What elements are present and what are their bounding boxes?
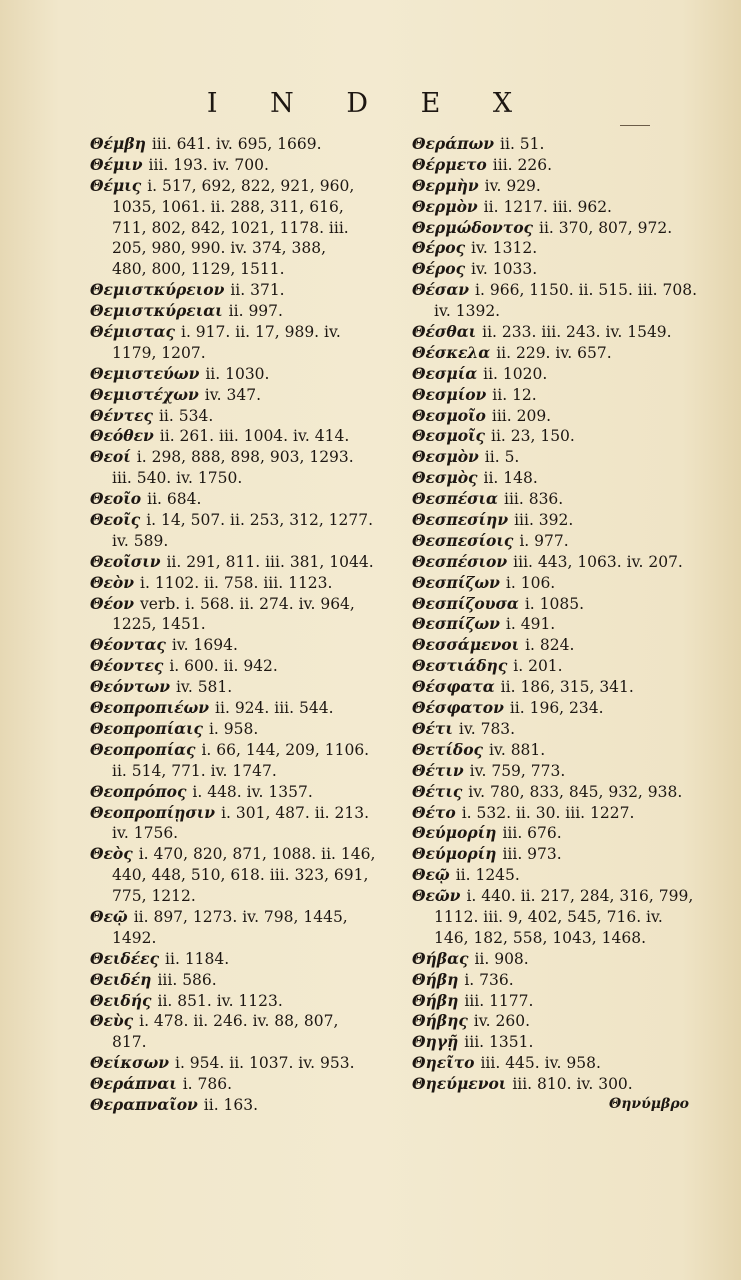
index-references: iii. 209. (491, 406, 552, 425)
index-references: i. 954. ii. 1037. iv. 953. (174, 1054, 355, 1073)
index-entry (90, 949, 395, 970)
index-references: verb. i. 568. ii. 274. iv. 964, (140, 594, 355, 613)
index-headword: Θεσμίον (412, 384, 487, 404)
index-entry (90, 844, 395, 865)
index-headword: Θέμιν (90, 154, 143, 174)
index-references: iii. 586. (157, 970, 217, 989)
index-headword: Θεοπροπίαις (90, 718, 203, 738)
index-headword: Θέμις (90, 175, 142, 195)
index-references: i. 917. ii. 17, 989. iv. (181, 323, 341, 342)
index-headword: Θεσπέσιον (412, 551, 508, 571)
index-headword: Θεμιστέχων (90, 384, 199, 404)
index-references: i. 958. (208, 719, 259, 738)
index-entry (412, 280, 712, 301)
index-references: ii. 897, 1273. iv. 798, 1445, (133, 907, 348, 926)
index-entry-continuation: ii. 514, 771. iv. 1747. (112, 761, 277, 780)
index-headword: Θήβη (412, 990, 459, 1010)
index-references: ii. 23, 150. (490, 427, 575, 446)
index-headword: Θερμὴν (412, 175, 479, 195)
index-headword: Θεσπίζων (412, 572, 500, 592)
index-references: iv. 759, 773. (469, 761, 566, 780)
index-headword: Θέτιν (412, 760, 464, 780)
index-references: ii. 148. (483, 469, 538, 488)
index-headword: Θεόθεν (90, 426, 154, 446)
index-references: ii. 261. iii. 1004. iv. 414. (159, 427, 350, 446)
index-entry (412, 259, 712, 280)
index-entry (412, 865, 712, 886)
index-headword: Θέτο (412, 802, 456, 822)
index-entry (90, 573, 395, 594)
index-headword: Θεσμὸς (412, 468, 478, 488)
index-entry (412, 238, 712, 259)
index-entry (90, 970, 395, 991)
index-references: i. 1085. (524, 594, 585, 613)
index-references: iv. 347. (204, 385, 262, 404)
index-references: iv. 783. (458, 719, 516, 738)
index-entry (90, 134, 395, 155)
index-entry-continuation: 1035, 1061. ii. 288, 311, 616, (112, 197, 344, 216)
index-headword: Θεράπων (412, 134, 495, 153)
index-headword: Θέτι (412, 718, 453, 738)
index-entry-continuation: iv. 1392. (434, 302, 501, 321)
index-entry (90, 991, 395, 1012)
index-entry (412, 635, 712, 656)
index-references: iv. 1312. (471, 239, 538, 258)
index-headword: Θεοῖο (90, 489, 142, 509)
index-entry (412, 426, 712, 447)
index-headword: Θεσμοῖο (412, 405, 486, 425)
index-headword: Θέμιστας (90, 322, 175, 342)
index-references: iii. 392. (514, 511, 574, 530)
index-entry (412, 1011, 712, 1032)
index-headword: Θεοπροπίας (90, 739, 196, 759)
index-references: ii. 924. iii. 544. (215, 699, 334, 718)
index-references: i. 600. ii. 942. (169, 657, 278, 676)
index-headword: Θέσφατα (412, 677, 495, 697)
index-entry (90, 719, 395, 740)
index-references: ii. 12. (492, 385, 537, 404)
index-entry-continuation: 480, 800, 1129, 1511. (112, 260, 285, 279)
index-entry (90, 322, 395, 343)
index-headword: Θερμὸν (412, 196, 478, 216)
index-headword: Θείκσων (90, 1053, 169, 1073)
index-entry (412, 155, 712, 176)
index-references: iii. 445. iv. 958. (480, 1054, 601, 1073)
index-references: i. 491. (505, 615, 556, 634)
index-entry-continuation: 440, 448, 510, 618. iii. 323, 691, (112, 866, 369, 885)
index-entry (90, 635, 395, 656)
index-headword: Θήβη (412, 969, 459, 989)
index-references: ii. 1245. (455, 866, 520, 885)
index-references: iv. 929. (484, 176, 541, 195)
index-entry (90, 280, 395, 301)
index-references: i. 448. iv. 1357. (192, 782, 313, 801)
index-entry (90, 907, 395, 928)
index-headword: Θεύμορίη (412, 823, 497, 843)
index-entry (90, 155, 395, 176)
index-headword: Θέτις (412, 781, 463, 801)
index-headword: Θέντες (90, 405, 153, 425)
index-headword: Θεοπροπιέων (90, 698, 210, 718)
index-entry (412, 447, 712, 468)
index-entry (412, 510, 712, 531)
index-entry (90, 385, 395, 406)
index-references: ii. 186, 315, 341. (500, 678, 634, 697)
index-references: iv. 1694. (171, 636, 238, 655)
index-entry (412, 1074, 712, 1095)
index-references: i. 201. (513, 657, 563, 676)
index-entry (412, 552, 712, 573)
index-headword: Θέρμετο (412, 154, 487, 174)
index-headword: Θέοντας (90, 635, 166, 655)
index-entry (90, 677, 395, 698)
index-headword: Θηεύμενοι (412, 1074, 507, 1094)
index-entry (90, 698, 395, 719)
index-entry (412, 489, 712, 510)
index-entry-continuation: iv. 1756. (112, 824, 179, 843)
index-headword: Θεσπέσια (412, 489, 498, 509)
index-headword: Θεσπίζουσα (412, 593, 519, 613)
index-headword: Θεῷ (90, 906, 128, 926)
index-references: ii. 534. (158, 406, 214, 425)
index-references: ii. 163. (203, 1095, 259, 1114)
index-entry (90, 364, 395, 385)
index-column-left (90, 134, 395, 1116)
index-entry (90, 406, 395, 427)
index-column-right (412, 134, 712, 1095)
index-references: ii. 1184. (165, 949, 230, 968)
index-entry (90, 489, 395, 510)
index-references: iii. 1177. (464, 991, 534, 1010)
index-headword: Θεσπίζων (412, 614, 500, 634)
index-references: ii. 851. iv. 1123. (157, 991, 283, 1010)
index-entry (412, 364, 712, 385)
index-references: ii. 1020. (483, 364, 548, 383)
index-entry (90, 176, 395, 197)
index-headword: Θεύμορίη (412, 844, 497, 864)
index-references: i. 106. (505, 573, 556, 592)
index-references: i. 14, 507. ii. 253, 312, 1277. (146, 511, 374, 530)
index-headword: Θέσφατον (412, 698, 504, 718)
index-entry (412, 740, 712, 761)
index-references: ii. 5. (484, 448, 520, 467)
index-entry-continuation: 775, 1212. (112, 887, 196, 906)
index-references: i. 301, 487. ii. 213. (221, 803, 370, 822)
index-references: i. 966, 1150. ii. 515. iii. 708. (475, 281, 698, 300)
index-entry (412, 698, 712, 719)
index-entry-continuation: 711, 802, 842, 1021, 1178. iii. (112, 218, 349, 237)
index-entry (412, 218, 712, 239)
index-entry (412, 406, 712, 427)
index-references: ii. 229. iv. 657. (496, 343, 612, 362)
index-entry (412, 761, 712, 782)
index-headword: Θεσμὸν (412, 447, 479, 467)
index-entry (412, 594, 712, 615)
index-headword: Θεσπεσίην (412, 510, 509, 530)
index-headword: Θεὺς (90, 1011, 134, 1031)
index-references: iii. 973. (502, 845, 562, 864)
index-headword: Θεμιστκύρειαι (90, 301, 223, 321)
index-entry-continuation: 1492. (112, 928, 157, 947)
index-headword: Θερμώδοντος (412, 217, 533, 237)
index-headword: Θήβας (412, 948, 469, 968)
index-references: i. 736. (464, 970, 514, 989)
index-entry (412, 823, 712, 844)
index-headword: Θεστιάδης (412, 656, 508, 676)
index-entry (412, 531, 712, 552)
index-headword: Θεὸς (90, 844, 133, 864)
index-references: i. 532. ii. 30. iii. 1227. (461, 803, 635, 822)
index-references: i. 478. ii. 246. iv. 88, 807, (139, 1012, 339, 1031)
index-headword: Θέρος (412, 259, 466, 279)
index-references: ii. 196, 234. (509, 699, 604, 718)
index-entry (412, 803, 712, 824)
index-entry-continuation: 1179, 1207. (112, 343, 206, 362)
index-entry (90, 552, 395, 573)
index-headword: Θειδής (90, 990, 152, 1010)
index-references: ii. 1030. (205, 364, 270, 383)
index-references: ii. 997. (228, 302, 283, 321)
index-entry (412, 656, 712, 677)
index-entry (90, 594, 395, 615)
index-entry (412, 385, 712, 406)
index-references: iii. 443, 1063. iv. 207. (513, 552, 683, 571)
index-headword: Θέσαν (412, 280, 470, 300)
index-headword: Θέσκελα (412, 342, 491, 362)
index-references: iv. 780, 833, 845, 932, 938. (468, 782, 683, 801)
index-references: iii. 676. (502, 824, 562, 843)
index-references: iv. 881. (488, 740, 546, 759)
index-headword: Θέμβη (90, 134, 146, 153)
index-references: iii. 810. iv. 300. (512, 1075, 633, 1094)
index-references: iv. 260. (473, 1012, 531, 1031)
index-references: ii. 1217. iii. 962. (483, 197, 612, 216)
index-references: iii. 641. iv. 695, 1669. (151, 135, 322, 153)
index-references: ii. 908. (474, 949, 529, 968)
index-headword: Θεῷ (412, 865, 450, 885)
index-entry (90, 656, 395, 677)
index-headword: Θέοντες (90, 656, 164, 676)
index-references: ii. 291, 811. iii. 381, 1044. (166, 552, 374, 571)
index-headword: Θηεῖτο (412, 1053, 475, 1073)
index-headword: Θετίδος (412, 739, 483, 759)
index-entry (90, 447, 395, 468)
index-headword: Θεμιστκύρειον (90, 280, 225, 300)
index-references: ii. 371. (230, 281, 285, 300)
index-entry (412, 343, 712, 364)
index-headword: Θεραπναῖον (90, 1094, 198, 1114)
index-entry (90, 426, 395, 447)
index-entry (412, 949, 712, 970)
page-title: I N D E X (206, 88, 535, 119)
index-entry (90, 1011, 395, 1032)
index-headword: Θειδέες (90, 948, 160, 968)
index-entry (90, 803, 395, 824)
index-references: iii. 836. (503, 490, 564, 509)
index-headword: Θεόντων (90, 677, 170, 697)
index-entry (412, 719, 712, 740)
index-references: ii. 51. (500, 135, 545, 153)
index-headword: Θέον (90, 593, 135, 613)
index-references: iii. 193. iv. 700. (148, 155, 269, 174)
index-headword: Θηγῇ (412, 1032, 459, 1052)
index-references: iii. 226. (492, 155, 553, 174)
index-references: iii. 1351. (464, 1033, 534, 1052)
index-entry (90, 740, 395, 761)
index-entry (412, 886, 712, 907)
index-references: iv. 1033. (471, 260, 538, 279)
index-headword: Θεῶν (412, 886, 461, 906)
index-references: ii. 684. (147, 490, 202, 509)
index-references: iv. 581. (175, 678, 233, 697)
index-references: i. 298, 888, 898, 903, 1293. (136, 448, 354, 467)
index-entry-continuation: 1225, 1451. (112, 615, 206, 634)
index-headword: Θειδέη (90, 969, 152, 989)
index-headword: Θεσμοῖς (412, 426, 485, 446)
index-entry (412, 1053, 712, 1074)
index-entry (412, 991, 712, 1012)
index-headword: Θεὸν (90, 572, 135, 592)
index-entry (412, 197, 712, 218)
index-headword: Θεοπρόπος (90, 781, 187, 801)
index-references: i. 824. (525, 636, 575, 655)
index-references: i. 66, 144, 209, 1106. (201, 740, 370, 759)
index-entry-continuation: 146, 182, 558, 1043, 1468. (434, 928, 646, 947)
index-headword: Θεράπναι (90, 1074, 177, 1094)
index-entry (90, 301, 395, 322)
index-references: ii. 233. iii. 243. iv. 1549. (482, 323, 672, 342)
index-entry-continuation: iv. 589. (112, 531, 169, 550)
index-references: i. 977. (519, 531, 569, 550)
index-references: i. 517, 692, 822, 921, 960, (147, 176, 355, 195)
index-entry (90, 510, 395, 531)
index-entry (412, 322, 712, 343)
index-entry (412, 134, 712, 155)
index-headword: Θεσσάμενοι (412, 635, 520, 655)
index-entry (90, 1095, 395, 1116)
index-headword: Θεοπροπίῃσιν (90, 802, 216, 822)
index-entry (412, 1032, 712, 1053)
index-entry-continuation: 1112. iii. 9, 402, 545, 716. iv. (434, 907, 663, 926)
index-headword: Θεσπεσίοις (412, 530, 514, 550)
index-headword: Θήβης (412, 1011, 468, 1031)
index-references: i. 786. (182, 1075, 233, 1094)
index-entry (412, 970, 712, 991)
index-headword: Θεμιστεύων (90, 363, 200, 383)
index-headword: Θεσμία (412, 363, 478, 383)
index-entry (90, 1053, 395, 1074)
index-entry (90, 782, 395, 803)
index-entry (412, 844, 712, 865)
index-entry (412, 614, 712, 635)
index-references: ii. 370, 807, 972. (538, 218, 673, 237)
index-entry (90, 1074, 395, 1095)
index-entry (412, 782, 712, 803)
index-entry (412, 573, 712, 594)
catchword: Θηνύμβρο (609, 1096, 689, 1112)
index-references: i. 440. ii. 217, 284, 316, 799, (466, 887, 694, 906)
header-rule (620, 125, 650, 126)
index-headword: Θεοῖσιν (90, 551, 161, 571)
index-entry-continuation: 817. (112, 1033, 147, 1052)
index-entry (412, 176, 712, 197)
index-entry (412, 677, 712, 698)
index-references: i. 1102. ii. 758. iii. 1123. (140, 573, 333, 592)
index-headword: Θεοῖς (90, 510, 141, 530)
index-references: i. 470, 820, 871, 1088. ii. 146, (138, 845, 376, 864)
index-entry (412, 468, 712, 489)
index-headword: Θέσθαι (412, 322, 477, 342)
index-entry-continuation: iii. 540. iv. 1750. (112, 469, 243, 488)
index-headword: Θεοί (90, 447, 131, 467)
index-entry-continuation: 205, 980, 990. iv. 374, 388, (112, 239, 326, 258)
index-headword: Θέρος (412, 238, 466, 258)
